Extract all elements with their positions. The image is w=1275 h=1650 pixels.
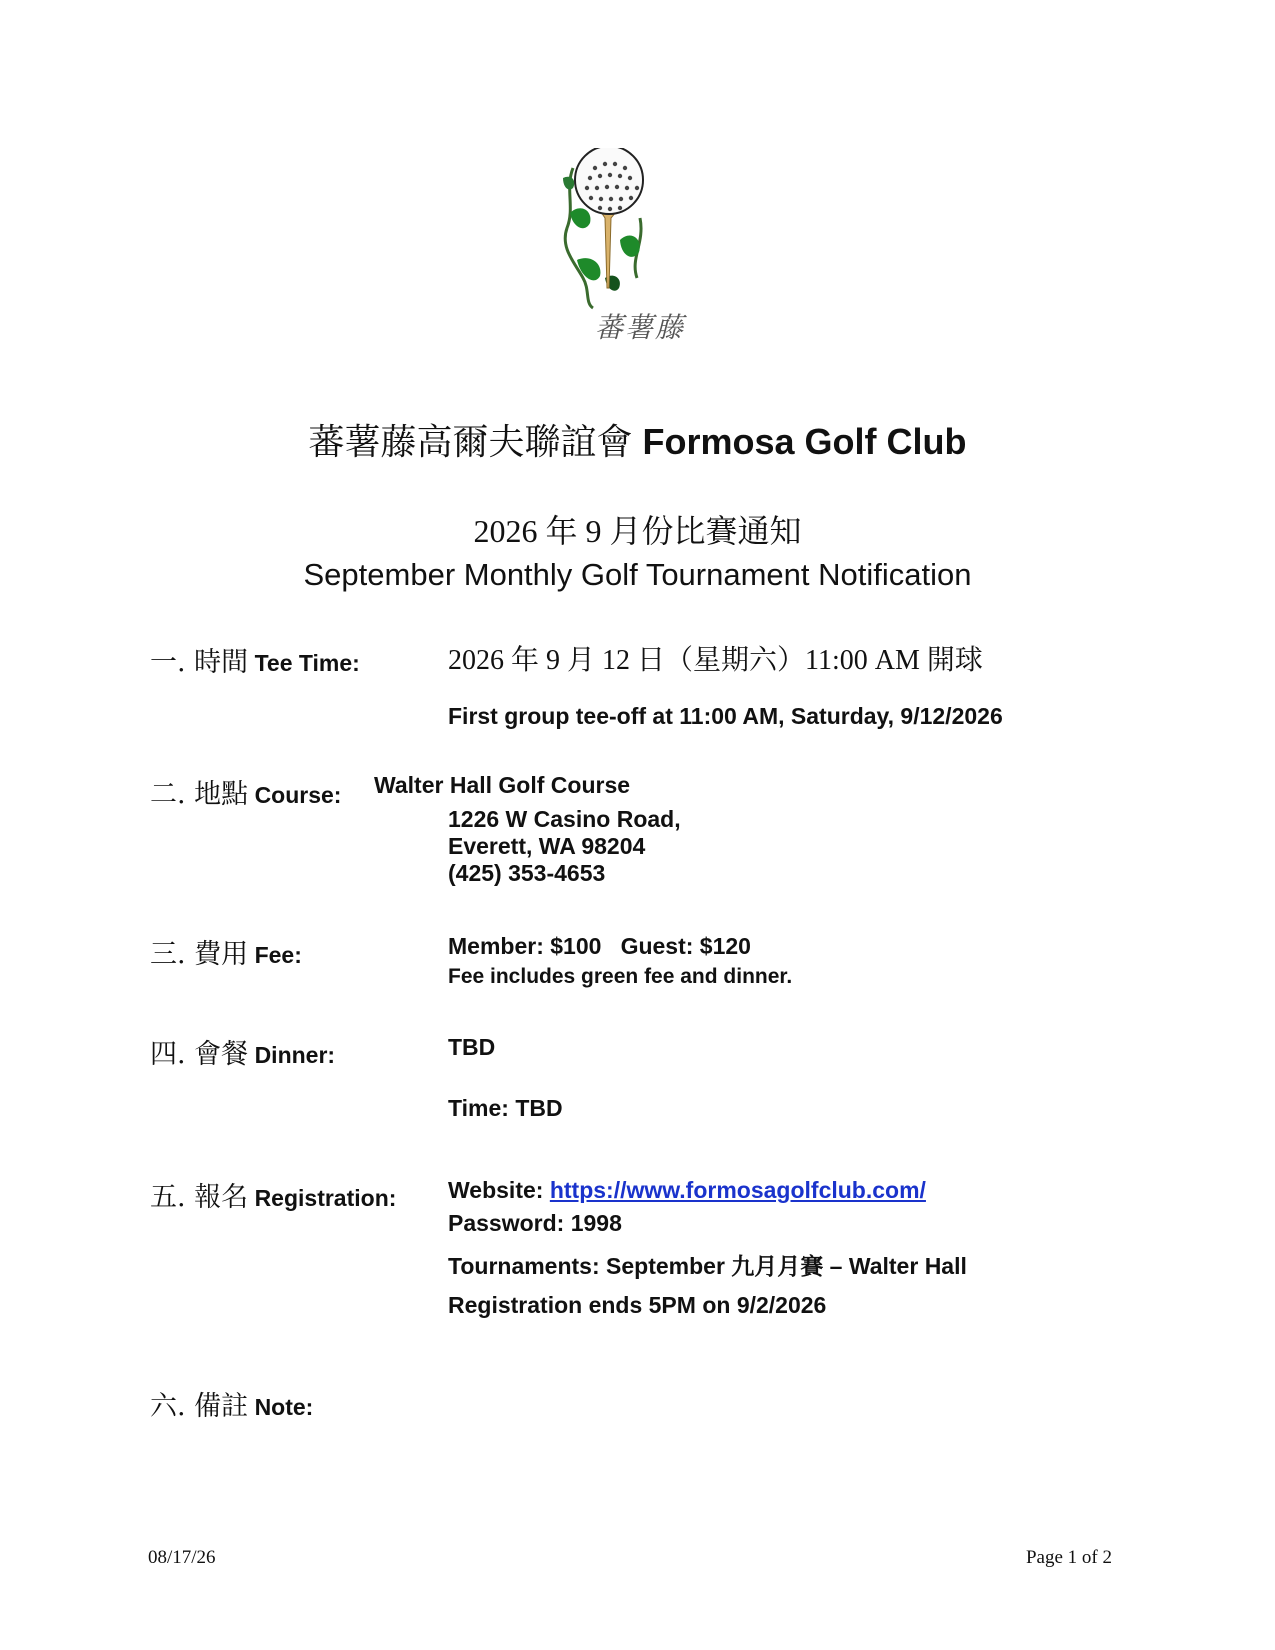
course-address-line1: 1226 W Casino Road, <box>448 806 681 832</box>
registration-label <box>150 1175 396 1214</box>
tee-time-label <box>150 640 360 679</box>
registration-tournaments: Tournaments: September 九月月賽 – Walter Hall <box>448 1253 967 1279</box>
course-address-line2: Everett, WA 98204 <box>448 833 646 859</box>
registration-website <box>448 1177 926 1204</box>
fee-amounts: Member: $100 Guest: $120 <box>448 933 751 959</box>
course-label-cn: 二. 地點 <box>150 779 249 810</box>
tee-time-label-en: Tee Time: <box>254 650 360 676</box>
course-phone: (425) 353-4653 <box>448 860 606 886</box>
dinner-label-cn: 四. 會餐 <box>150 1039 249 1070</box>
website-label: Website: <box>448 1177 550 1203</box>
footer-date: 08/17/26 <box>148 1547 216 1568</box>
course-label-en: Course: <box>254 782 342 808</box>
fee-label-en: Fee: <box>254 942 302 968</box>
fee-label-cn: 三. 費用 <box>150 939 249 970</box>
tee-time-chinese: 2026 年 9 月 12 日（星期六）11:00 AM 開球 <box>448 645 983 676</box>
logo-caption: 蕃薯藤 <box>594 311 685 344</box>
tee-time-english: First group tee-off at 11:00 AM, Saturday, 9/12/2026 <box>448 703 1003 729</box>
subtitle-english: September Monthly Golf Tournament Notification <box>303 557 972 592</box>
dinner-label-en: Dinner: <box>254 1042 336 1068</box>
registration-password: Password: 1998 <box>448 1210 622 1236</box>
title-chinese: 蕃薯藤高爾夫聯誼會 <box>308 422 633 463</box>
registration-label-en: Registration: <box>254 1185 397 1211</box>
dinner-time: Time: TBD <box>448 1095 563 1121</box>
course-name: Walter Hall Golf Course <box>374 772 631 798</box>
club-logo <box>545 148 735 363</box>
course-label <box>150 772 341 811</box>
tee-time-label-cn: 一. 時間 <box>150 647 249 678</box>
registration-deadline: Registration ends 5PM on 9/2/2026 <box>448 1292 827 1318</box>
note-label <box>150 1384 313 1423</box>
subtitle-chinese: 2026 年 9 月份比賽通知 <box>473 513 802 549</box>
dinner-place: TBD <box>448 1034 496 1060</box>
page-title <box>0 414 1275 465</box>
fee-label <box>150 932 302 971</box>
footer-page-number: Page 1 of 2 <box>1025 1547 1112 1568</box>
fee-note: Fee includes green fee and dinner. <box>448 965 793 988</box>
title-english: Formosa Golf Club <box>642 421 967 462</box>
registration-label-cn: 五. 報名 <box>150 1182 249 1213</box>
dinner-label <box>150 1032 335 1071</box>
website-link[interactable]: https://www.formosagolfclub.com/ <box>549 1177 926 1203</box>
note-label-cn: 六. 備註 <box>150 1391 249 1422</box>
note-label-en: Note: <box>254 1394 314 1420</box>
